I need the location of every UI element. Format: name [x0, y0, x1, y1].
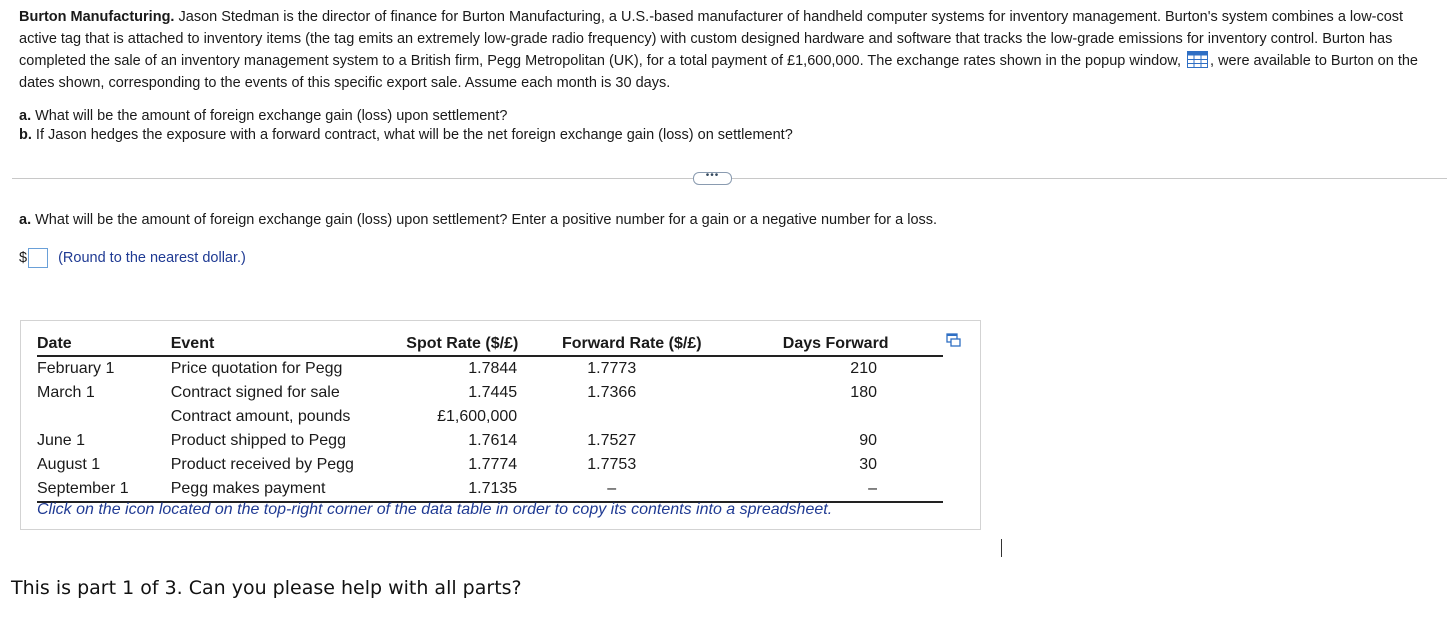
problem-text: Jason Stedman is the director of finance for Burton Manufacturing, a U.S.-based manufacturer of handheld computer systems for inventory management. Burton's system combines a low-cost active tag that is attached to inventory items (the tag emits an extremely low-grade radio frequency) with custom designed hardware and software that tracks the low-grade emissions for inventory control. Burton has completed the sale of an inventory management system to a British firm, Pegg Metropolitan (UK), for a total payment of £1,600,000. The exchange rates shown in the popup window, — [19, 9, 1404, 69]
question-b — [19, 126, 793, 145]
text-cursor — [1001, 539, 1002, 557]
cell-date: February 1 — [37, 360, 115, 377]
cell-days: 30 — [859, 456, 877, 473]
cell-date: August 1 — [37, 456, 101, 473]
header-spot-rate: Spot Rate ($/£) — [389, 329, 535, 356]
cell-forward: 1.7527 — [587, 432, 637, 449]
cell-date — [37, 405, 171, 429]
header-forward-rate: Forward Rate ($/£) — [535, 329, 728, 356]
expand-more-button[interactable]: ••• — [693, 172, 732, 185]
table-row — [37, 405, 943, 429]
header-date: Date — [37, 329, 171, 356]
question-a — [19, 107, 793, 126]
header-event: Event — [171, 329, 390, 356]
cell-forward: – — [535, 477, 728, 502]
answer-row — [19, 246, 246, 270]
question-b-text: If Jason hedges the exposure with a forward contract, what will be the net foreign exchange gain (loss) on settlement? — [35, 127, 793, 143]
table-row — [37, 477, 943, 502]
question-a-label: a. — [19, 108, 32, 124]
part-a-text: What will be the amount of foreign exchange gain (loss) upon settlement? Enter a positive number for a gain or a negative number for a loss. — [35, 212, 938, 228]
table-row — [37, 453, 943, 477]
problem-title: Burton Manufacturing. — [19, 9, 175, 25]
answer-input[interactable] — [28, 248, 48, 268]
table-instruction-note: Click on the icon located on the top-right corner of the data table in order to copy its contents into a spreadsheet. — [37, 501, 833, 518]
question-a-text: What will be the amount of foreign exchange gain (loss) upon settlement? — [35, 108, 508, 124]
cell-date: June 1 — [37, 432, 86, 449]
cell-event: Product shipped to Pegg — [170, 432, 346, 449]
cell-forward: 1.7773 — [587, 360, 637, 377]
cell-date: March 1 — [37, 384, 95, 401]
question-b-label: b. — [19, 127, 32, 143]
cell-spot: 1.7614 — [468, 432, 518, 449]
problem-text-end: , were available to Burton on the dates shown, corresponding to the events of this specific export sale. Assume each month is 30 days. — [19, 53, 1418, 91]
cell-date: September 1 — [37, 477, 171, 502]
cell-days: 90 — [859, 432, 877, 449]
part-a-label: a. — [19, 212, 32, 228]
table-row — [37, 356, 943, 381]
cell-spot: £1,600,000 — [437, 408, 518, 425]
cell-event: Price quotation for Pegg — [170, 360, 343, 377]
cell-days — [728, 405, 943, 429]
cell-forward: 1.7753 — [587, 456, 637, 473]
question-list — [19, 107, 793, 145]
cell-event: Pegg makes payment — [171, 477, 390, 502]
problem-statement — [19, 6, 1444, 94]
exchange-rate-table — [37, 329, 943, 503]
currency-symbol: $ — [19, 250, 28, 266]
cell-spot: 1.7774 — [468, 456, 518, 473]
cell-event: Contract amount, pounds — [170, 408, 351, 425]
cell-spot: 1.7844 — [468, 360, 518, 377]
exchange-rate-table-panel — [20, 320, 981, 530]
copy-to-spreadsheet-icon[interactable] — [946, 333, 961, 347]
cell-days: – — [728, 477, 943, 502]
cell-event: Product received by Pegg — [170, 456, 354, 473]
table-header-row — [37, 329, 943, 356]
rounding-hint: (Round to the nearest dollar.) — [58, 250, 246, 266]
cell-days: 210 — [850, 360, 877, 377]
header-days-forward: Days Forward — [728, 329, 943, 356]
table-row — [37, 429, 943, 453]
cell-days: 180 — [850, 384, 877, 401]
cell-forward — [535, 405, 728, 429]
cell-forward: 1.7366 — [587, 384, 637, 401]
cell-event: Contract signed for sale — [170, 384, 340, 401]
footer-question: This is part 1 of 3. Can you please help with all parts? — [11, 577, 522, 599]
cell-spot: 1.7135 — [389, 477, 535, 502]
part-a-prompt — [19, 210, 937, 230]
cell-spot: 1.7445 — [468, 384, 518, 401]
table-row — [37, 381, 943, 405]
data-table-icon[interactable] — [1187, 51, 1208, 68]
